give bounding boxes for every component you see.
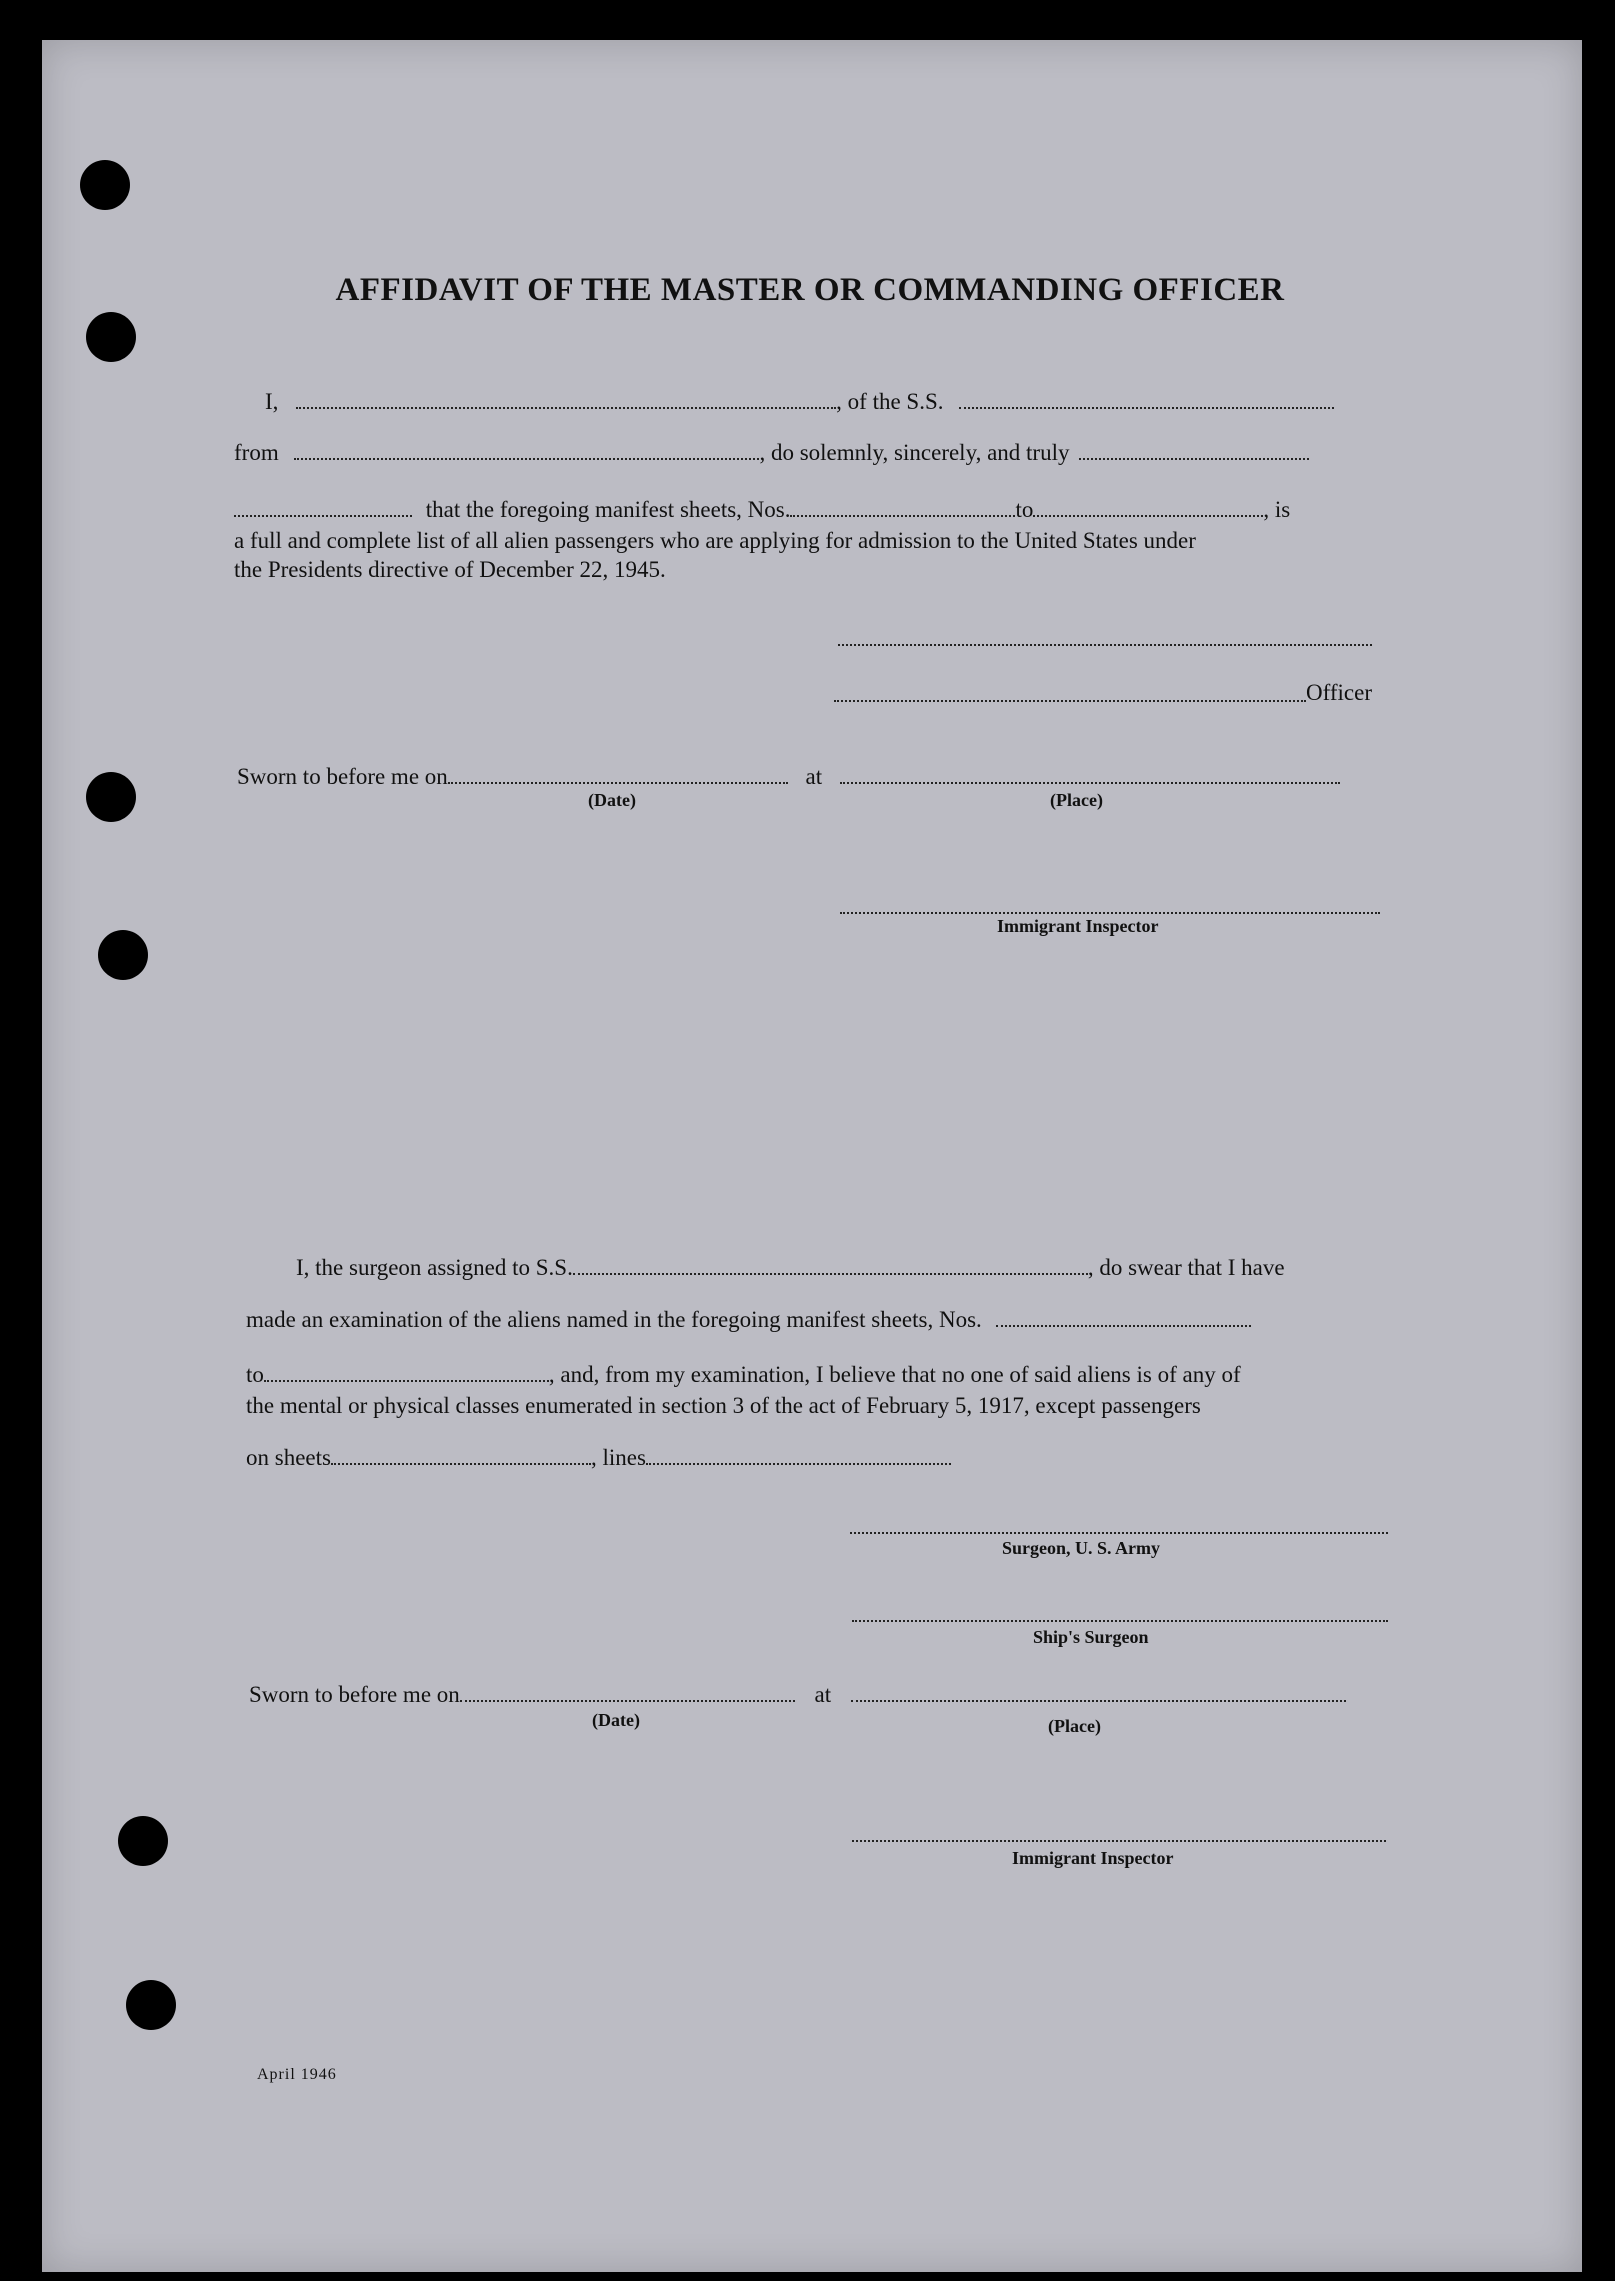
master-sheet-from-field[interactable] [790,497,1015,517]
surgeon-line-2-text: made an examination of the aliens named in the foregoing manifest sheets, Nos. [246,1307,982,1332]
master-affirm-field[interactable] [234,497,412,517]
officer-label: Officer [1306,680,1372,705]
surgeon-line-5 [246,1443,951,1473]
master-at-label: at [805,764,823,789]
surgeon-date-caption: (Date) [592,1710,640,1730]
master-sworn-place-field[interactable] [840,764,1340,784]
form-title: AFFIDAVIT OF THE MASTER OR COMMANDING OFFICER [335,272,1285,308]
surgeon-line-4: the mental or physical classes enumerated in section 3 of the act of February 5, 1917, except passengers [246,1393,1201,1418]
ship-surgeon-signature-line[interactable] [852,1620,1388,1622]
surgeon-line-1-end: , do swear that I have [1087,1255,1285,1280]
punch-hole [98,930,148,980]
master-line-3 [234,495,1290,525]
master-inspector-signature-line[interactable] [840,912,1380,914]
surgeon-line-1 [296,1253,1285,1283]
form-date-footer: April 1946 [257,2066,337,2083]
ship-surgeon-caption: Ship's Surgeon [1033,1627,1149,1647]
master-place-caption: (Place) [1050,790,1103,810]
form-page [42,40,1582,2272]
master-line-5: the Presidents directive of December 22, 1945. [234,557,666,582]
master-inspector-caption: Immigrant Inspector [997,916,1159,936]
master-line-3-end: , is [1263,497,1291,522]
surgeon-line-3-text: , and, from my examination, I believe that no one of said aliens is of any of [548,1362,1241,1387]
master-line-1-start: I, [265,389,279,414]
surgeon-line-5-lines: , lines [590,1445,646,1470]
master-name-field[interactable] [296,389,836,409]
surgeon-inspector-caption: Immigrant Inspector [1012,1848,1174,1868]
surgeon-at-label: at [814,1682,832,1707]
surgeon-inspector-signature-line[interactable] [852,1840,1386,1842]
master-sworn-line [237,762,1340,792]
surgeon-line-3 [246,1360,1241,1390]
master-line-3-sheets: that the foregoing manifest sheets, Nos. [425,497,791,522]
surgeon-sworn-place-field[interactable] [851,1682,1346,1702]
surgeon-sheets-from-field[interactable] [996,1307,1251,1327]
surgeon-sheets-to-field[interactable] [264,1362,549,1382]
surgeon-exception-sheets-field[interactable] [331,1445,591,1465]
master-sworn-date-field[interactable] [448,764,788,784]
master-from-field[interactable] [294,440,759,460]
surgeon-line-5-sheets: on sheets [246,1445,331,1470]
master-paragraph [234,526,1374,584]
officer-signature-line[interactable] [834,700,1306,702]
army-surgeon-caption: Surgeon, U. S. Army [1002,1538,1161,1558]
surgeon-sworn-label: Sworn to before me on [249,1682,460,1707]
army-surgeon-signature-line[interactable] [850,1532,1388,1534]
punch-hole [80,160,130,210]
master-line-4: a full and complete list of all alien passengers who are applying for admission to the United States under [234,528,1196,553]
master-line-1 [265,387,1334,417]
surgeon-line-1-start: I, the surgeon assigned to S.S. [296,1255,573,1280]
master-line-2-from: from [234,440,279,465]
master-date-caption: (Date) [588,790,636,810]
master-line-1-ship-label: , of the S.S. [836,389,944,414]
master-swear-field[interactable] [1079,440,1309,460]
surgeon-line-3-to: to [246,1362,264,1387]
punch-hole [118,1816,168,1866]
punch-hole [86,312,136,362]
surgeon-place-caption: (Place) [1048,1716,1101,1736]
master-ship-field[interactable] [959,389,1334,409]
master-sworn-label: Sworn to before me on [237,764,448,789]
punch-hole [86,772,136,822]
master-line-3-to: to [1015,497,1034,522]
surgeon-line-2 [246,1305,1251,1335]
master-line-2 [234,438,1309,468]
master-signature-line[interactable] [838,644,1372,646]
master-sheet-to-field[interactable] [1033,497,1263,517]
surgeon-sworn-line [249,1680,1346,1710]
surgeon-exception-lines-field[interactable] [646,1445,951,1465]
surgeon-ship-field[interactable] [573,1255,1088,1275]
surgeon-sworn-date-field[interactable] [460,1682,795,1702]
punch-hole [126,1980,176,2030]
master-line-2-swear: , do solemnly, sincerely, and truly [759,440,1070,465]
